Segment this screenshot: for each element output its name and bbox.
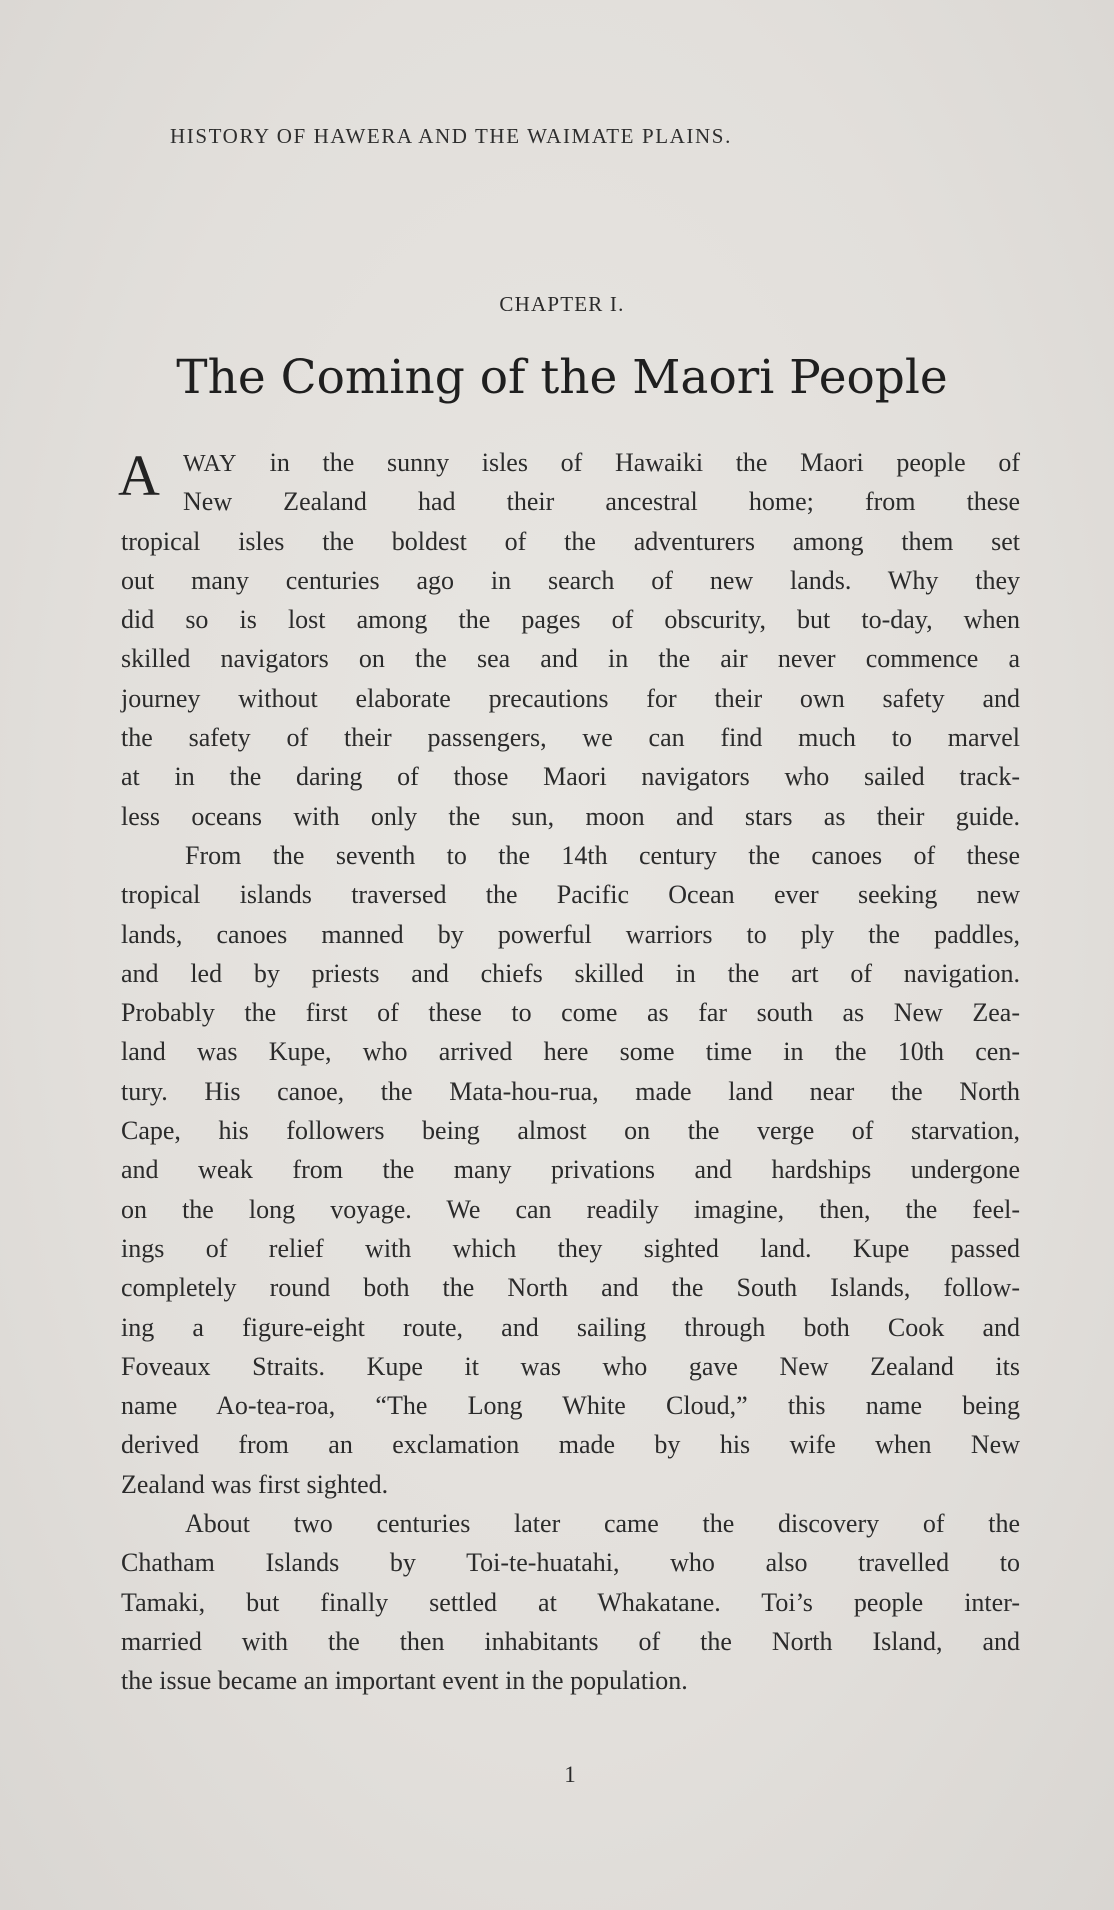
paragraph-line: name Ao-tea-roa, “The Long White Cloud,” this name being	[121, 1391, 1020, 1421]
paragraph-line: skilled navigators on the sea and in the air never commence a	[121, 644, 1020, 674]
body-text	[118, 443, 1020, 1701]
paragraph-line: About two centuries later came the discovery of the	[185, 1509, 1020, 1539]
chapter-number: CHAPTER I.	[499, 292, 625, 316]
paragraph-line: land was Kupe, who arrived here some time in the 10th cen-	[121, 1037, 1020, 1067]
paragraph-line: ing a figure-eight route, and sailing through both Cook and	[121, 1312, 1020, 1342]
drop-cap-block	[118, 443, 1020, 522]
paragraph-2	[121, 836, 1020, 1504]
paragraph-line	[183, 443, 1020, 484]
paragraph-line: derived from an exclamation made by his wife when New	[121, 1430, 1020, 1460]
paragraph-line: completely round both the North and the South Islands, follow-	[121, 1273, 1020, 1303]
paragraph-line: From the seventh to the 14th century the canoes of these	[185, 840, 1020, 870]
paragraph-line: Probably the first of these to come as far south as New Zea-	[121, 998, 1020, 1028]
paragraph-line: married with the then inhabitants of the North Island, and	[121, 1626, 1020, 1656]
chapter-title: The Coming of the Maori People	[176, 350, 948, 405]
paragraph-line: at in the daring of those Maori navigators who sailed track-	[121, 762, 1020, 792]
paragraph-line: and weak from the many privations and hardships undergone	[121, 1155, 1020, 1185]
paragraph-line: tury. His canoe, the Mata-hou-rua, made land near the North	[121, 1076, 1020, 1106]
paragraph-line: Cape, his followers being almost on the verge of starvation,	[121, 1116, 1020, 1146]
paragraph-line: tropical islands traversed the Pacific Ocean ever seeking new	[121, 880, 1020, 910]
line-text: in the sunny isles of Hawaiki the Maori people of	[236, 448, 1020, 477]
paragraph-line: out many centuries ago in search of new lands. Why they	[121, 565, 1020, 595]
paragraph-line: Tamaki, but finally settled at Whakatane. Toi’s people inter-	[121, 1587, 1020, 1617]
drop-cap: A	[118, 443, 160, 508]
paragraph-line: the issue became an important event in the population.	[121, 1666, 688, 1696]
paragraph-line: Zealand was first sighted.	[121, 1469, 389, 1499]
paragraph-1	[118, 443, 1020, 836]
paragraph-line: New Zealand had their ancestral home; from these	[183, 487, 1020, 517]
running-head: HISTORY OF HAWERA AND THE WAIMATE PLAINS.	[170, 124, 732, 148]
paragraph-line: and led by priests and chiefs skilled in the art of navigation.	[121, 958, 1020, 988]
first-word: WAY	[183, 451, 237, 477]
paragraph-line: the safety of their passengers, we can find much to marvel	[121, 723, 1020, 753]
paragraph-line: less oceans with only the sun, moon and stars as their guide.	[121, 801, 1020, 831]
paragraph-line: journey without elaborate precautions for their own safety and	[121, 683, 1020, 713]
page-number: 1	[564, 1762, 576, 1787]
paragraph-3	[121, 1504, 1020, 1700]
paragraph-line: on the long voyage. We can readily imagine, then, the feel-	[121, 1194, 1020, 1224]
paragraph-line: Foveaux Straits. Kupe it was who gave New Zealand its	[121, 1351, 1020, 1381]
paragraph-line: tropical isles the boldest of the adventurers among them set	[121, 526, 1020, 556]
paragraph-line: ings of relief with which they sighted land. Kupe passed	[121, 1233, 1020, 1263]
paragraph-line: did so is lost among the pages of obscurity, but to-day, when	[121, 605, 1020, 635]
paragraph-line: Chatham Islands by Toi-te-huatahi, who also travelled to	[121, 1548, 1020, 1578]
paragraph-line: lands, canoes manned by powerful warriors to ply the paddles,	[121, 919, 1020, 949]
